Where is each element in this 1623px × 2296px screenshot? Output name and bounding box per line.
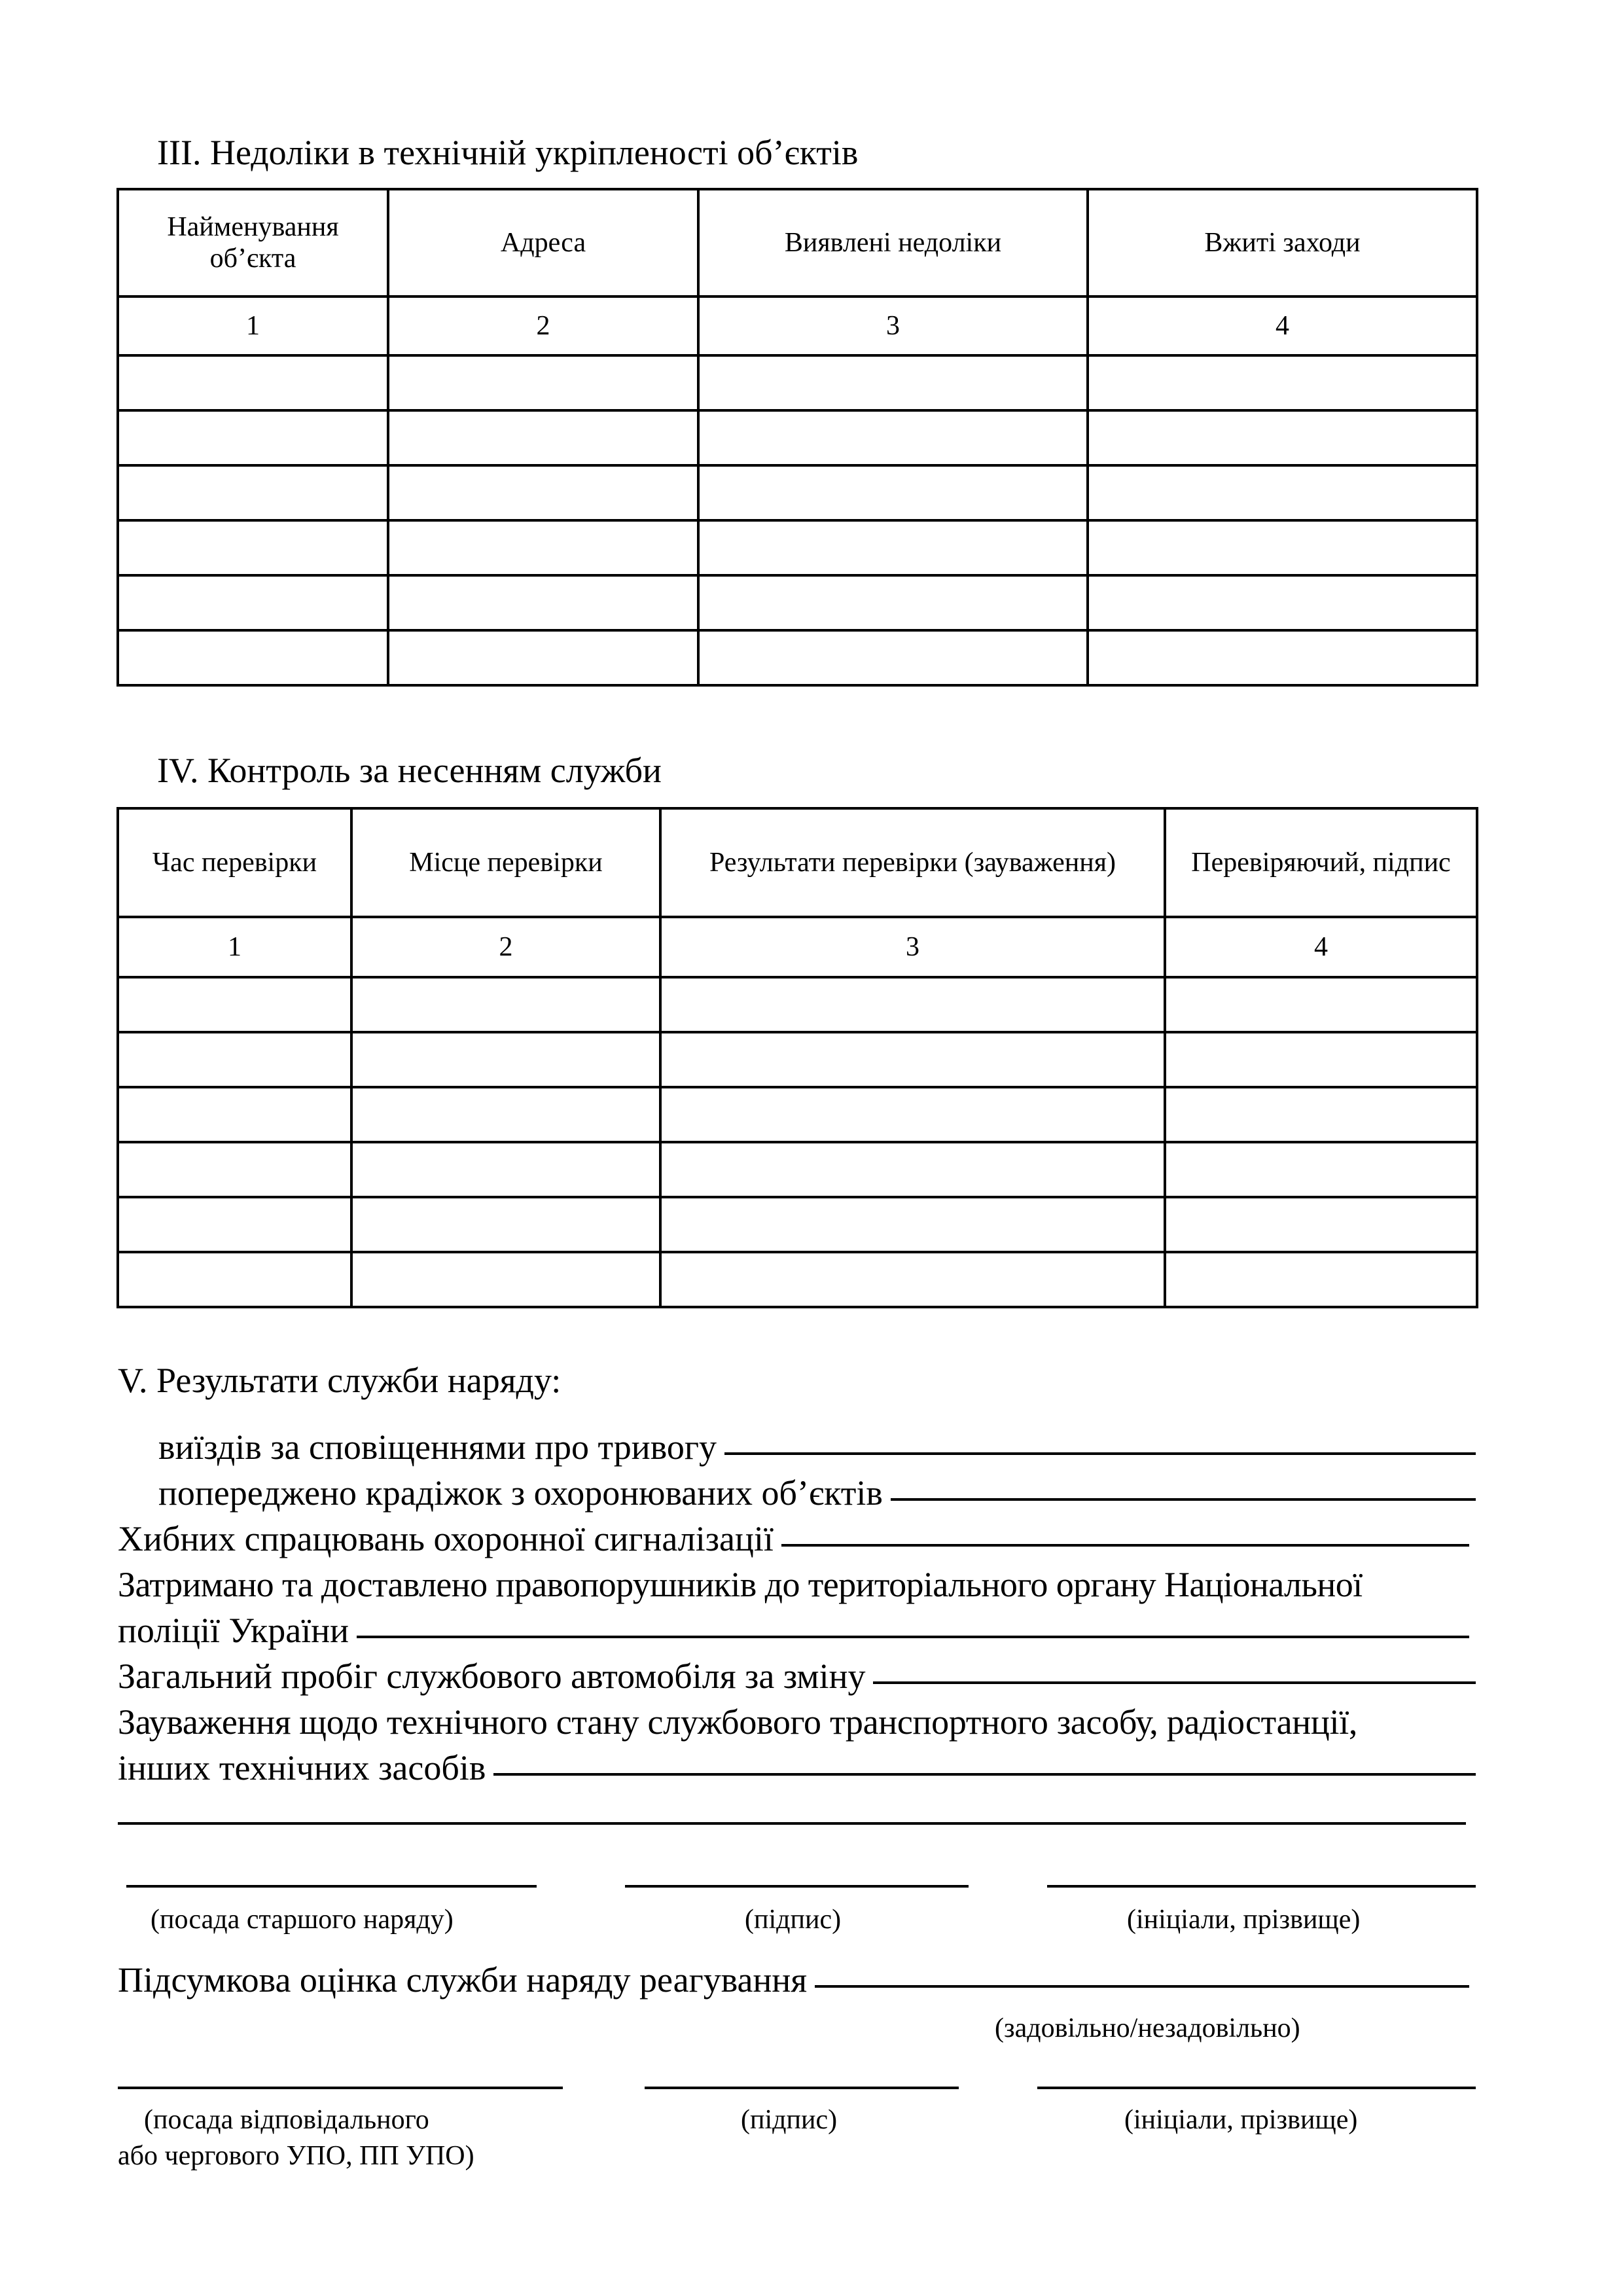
table-cell[interactable] (388, 410, 698, 465)
table-cell[interactable] (1088, 355, 1477, 410)
table-cell[interactable] (388, 575, 698, 630)
table-cell[interactable] (388, 465, 698, 520)
field-label: Загальний пробіг службового автомобіля за зміну (118, 1657, 866, 1696)
equipment-remarks-field (118, 1745, 1476, 1791)
table-header-row (118, 189, 1477, 296)
table-row (118, 1032, 1477, 1087)
table-cell[interactable] (1088, 520, 1477, 575)
table-cell[interactable] (660, 1032, 1165, 1087)
header-check-results: Результати перевірки (зауваження) (660, 808, 1165, 917)
table-cell[interactable] (118, 1032, 351, 1087)
detained-offenders-label-line (118, 1562, 1476, 1607)
duty-officer-signature-line[interactable] (645, 2087, 959, 2089)
column-number-row (118, 917, 1477, 977)
table-row (118, 977, 1477, 1032)
alarm-trips-field (118, 1424, 1476, 1470)
header-object-name: Найменування об’єкта (118, 189, 388, 296)
table-row (118, 1087, 1477, 1142)
table-cell[interactable] (351, 1087, 660, 1142)
section-3-title: III. Недоліки в технічній укріпленості об’єктів (157, 133, 859, 172)
table-cell[interactable] (1165, 1142, 1477, 1197)
final-rating-input[interactable] (815, 1982, 1469, 1988)
deficiencies-table (116, 188, 1478, 687)
duty-officer-name-caption: (ініціали, прізвище) (1124, 2105, 1358, 2135)
table-cell[interactable] (660, 1197, 1165, 1252)
table-cell[interactable] (118, 1197, 351, 1252)
field-label: Зауваження щодо технічного стану службового транспортного засобу, радіостанції, (118, 1702, 1358, 1742)
column-number: 2 (351, 917, 660, 977)
column-number: 1 (118, 917, 351, 977)
field-label: Затримано та доставлено правопорушників до територіального органу Національної (118, 1565, 1363, 1604)
prevented-thefts-input[interactable] (891, 1496, 1476, 1501)
table-cell[interactable] (118, 1142, 351, 1197)
column-number: 3 (698, 296, 1088, 355)
false-alarms-input[interactable] (781, 1541, 1469, 1547)
table-cell[interactable] (118, 1252, 351, 1307)
detained-offenders-field (118, 1607, 1469, 1653)
table-row (118, 575, 1477, 630)
duty-officer-signature-caption: (підпис) (741, 2105, 838, 2135)
column-number-row (118, 296, 1477, 355)
table-cell[interactable] (698, 630, 1088, 685)
section-5-title: V. Результати служби наряду: (118, 1361, 562, 1400)
table-row (118, 410, 1477, 465)
table-cell[interactable] (1165, 977, 1477, 1032)
column-number: 3 (660, 917, 1165, 977)
false-alarms-field (118, 1516, 1469, 1562)
table-cell[interactable] (118, 520, 388, 575)
column-number: 2 (388, 296, 698, 355)
senior-signature-line[interactable] (625, 1885, 969, 1888)
table-row (118, 355, 1477, 410)
header-inspector-signature: Перевіряючий, підпис (1165, 808, 1477, 917)
table-row (118, 465, 1477, 520)
table-cell[interactable] (1088, 575, 1477, 630)
table-row (118, 1197, 1477, 1252)
table-cell[interactable] (660, 1142, 1165, 1197)
equipment-remarks-label-line (118, 1699, 1476, 1745)
prevented-thefts-field (118, 1470, 1476, 1516)
duty-officer-position-caption-2: або чергового УПО, ПП УПО) (118, 2141, 474, 2171)
header-address: Адреса (388, 189, 698, 296)
table-cell[interactable] (351, 1252, 660, 1307)
senior-name-caption: (ініціали, прізвище) (1127, 1905, 1361, 1935)
table-cell[interactable] (698, 465, 1088, 520)
table-row (118, 1252, 1477, 1307)
senior-name-line[interactable] (1047, 1885, 1476, 1888)
table-cell[interactable] (118, 1087, 351, 1142)
table-cell[interactable] (388, 355, 698, 410)
table-cell[interactable] (118, 977, 351, 1032)
table-cell[interactable] (351, 1032, 660, 1087)
table-cell[interactable] (388, 630, 698, 685)
duty-officer-position-caption-1: (посада відповідального (144, 2105, 429, 2135)
equipment-remarks-input[interactable] (493, 1770, 1476, 1776)
duty-officer-position-line[interactable] (118, 2087, 563, 2089)
header-check-time: Час перевірки (118, 808, 351, 917)
column-number: 4 (1165, 917, 1477, 977)
table-row (118, 1142, 1477, 1197)
field-label: інших технічних засобів (118, 1748, 486, 1787)
column-number: 1 (118, 296, 388, 355)
table-cell[interactable] (1088, 630, 1477, 685)
vehicle-mileage-input[interactable] (873, 1679, 1476, 1684)
field-label: попереджено крадіжок з охоронюваних об’єктів (158, 1473, 883, 1513)
table-cell[interactable] (698, 410, 1088, 465)
detained-offenders-input[interactable] (357, 1633, 1469, 1638)
table-cell[interactable] (1088, 465, 1477, 520)
table-header-row (118, 808, 1477, 917)
table-cell[interactable] (660, 1087, 1165, 1142)
field-label: Підсумкова оцінка служби наряду реагування (118, 1960, 808, 2000)
table-cell[interactable] (118, 355, 388, 410)
table-cell[interactable] (351, 977, 660, 1032)
field-label: поліції України (118, 1611, 349, 1650)
header-check-place: Місце перевірки (351, 808, 660, 917)
table-cell[interactable] (1165, 1087, 1477, 1142)
table-cell[interactable] (1088, 410, 1477, 465)
table-cell[interactable] (351, 1142, 660, 1197)
field-label: Хибних спрацювань охоронної сигналізації (118, 1519, 774, 1558)
table-cell[interactable] (118, 465, 388, 520)
section-4-title: IV. Контроль за несенням служби (157, 751, 662, 790)
table-cell[interactable] (660, 977, 1165, 1032)
table-cell[interactable] (698, 575, 1088, 630)
vehicle-mileage-field (118, 1653, 1476, 1699)
table-cell[interactable] (118, 630, 388, 685)
final-rating-hint: (задовільно/незадовільно) (995, 2013, 1300, 2043)
table-cell[interactable] (118, 575, 388, 630)
equipment-remarks-continuation-line[interactable] (118, 1822, 1466, 1825)
table-cell[interactable] (388, 520, 698, 575)
table-cell[interactable] (1165, 1032, 1477, 1087)
alarm-trips-input[interactable] (724, 1450, 1476, 1455)
senior-position-line[interactable] (126, 1885, 537, 1888)
field-label: виїздів за сповіщеннями про тривогу (158, 1427, 717, 1467)
header-found-deficiencies: Виявлені недоліки (698, 189, 1088, 296)
senior-position-caption: (посада старшого наряду) (151, 1905, 454, 1935)
duty-officer-name-line[interactable] (1037, 2087, 1476, 2089)
table-cell[interactable] (698, 355, 1088, 410)
senior-signature-caption: (підпис) (745, 1905, 842, 1935)
table-cell[interactable] (1165, 1252, 1477, 1307)
column-number: 4 (1088, 296, 1477, 355)
table-row (118, 520, 1477, 575)
table-cell[interactable] (351, 1197, 660, 1252)
table-row (118, 630, 1477, 685)
table-cell[interactable] (118, 410, 388, 465)
table-cell[interactable] (698, 520, 1088, 575)
header-measures-taken: Вжиті заходи (1088, 189, 1477, 296)
final-rating-field (118, 1957, 1469, 2003)
service-control-table (116, 807, 1478, 1308)
table-cell[interactable] (1165, 1197, 1477, 1252)
table-cell[interactable] (660, 1252, 1165, 1307)
